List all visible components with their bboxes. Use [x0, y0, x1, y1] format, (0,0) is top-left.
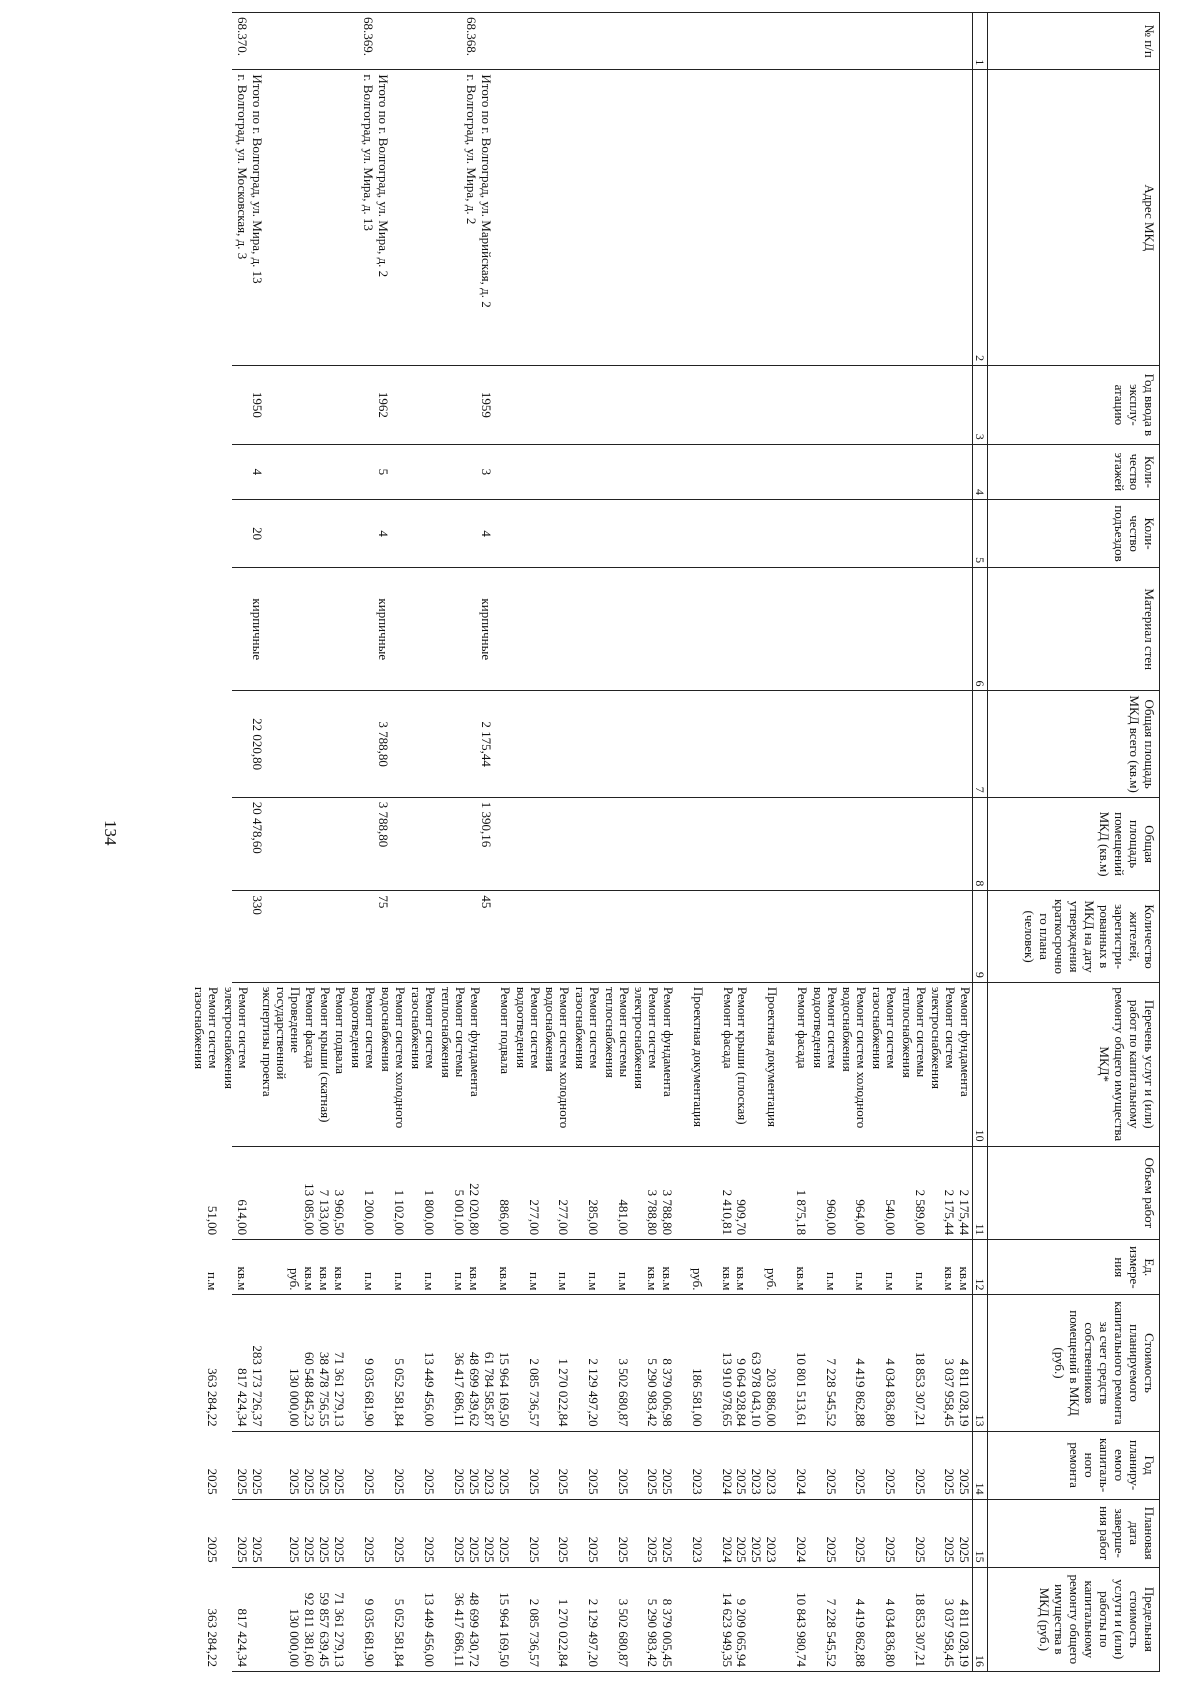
work-item: Ремонт системы теплоснабжения [439, 986, 468, 1078]
work-volume: 909,70 [734, 1199, 749, 1236]
unit: кв.м [942, 1266, 957, 1291]
cost: 10 801 513,61 [794, 1351, 809, 1427]
completion-date: 2025 [749, 1536, 764, 1563]
cost: 1 270 022,84 [556, 1358, 571, 1427]
unit: кв.м [497, 1266, 512, 1291]
work-item: Ремонт систем электроснабжения [929, 986, 958, 1089]
work-item: Ремонт систем электроснабжения [632, 986, 661, 1089]
repair-year: 2025 [853, 1468, 868, 1495]
column-number: 10 [973, 982, 988, 1146]
page-number: 134 [101, 820, 120, 846]
cost: 2 085 736,57 [527, 1358, 542, 1427]
repair-year: 2023 [749, 1468, 764, 1495]
column-number: 16 [973, 1567, 988, 1671]
work-item: Ремонт систем холодного водоснабжения [543, 986, 572, 1129]
work-item: Ремонт фасада [303, 986, 318, 1069]
repair-year: 2025 [287, 1468, 302, 1495]
limit-cost: 48 699 430,72 [467, 1592, 482, 1667]
completion-date: 2025 [467, 1536, 482, 1563]
column-number: 2 [973, 70, 988, 366]
repair-year: 2025 [883, 1468, 898, 1495]
header-unit: Ед. измере-ния [988, 1240, 1160, 1295]
limit-cost: 8 379 005,45 [660, 1598, 675, 1667]
column-number: 6 [973, 568, 988, 691]
completion-date: 2025 [824, 1536, 839, 1563]
work-volume: 540,00 [883, 1199, 898, 1236]
unit: кв.м [302, 1266, 317, 1291]
column-number: 9 [973, 891, 988, 982]
work-item: Ремонт систем холодного водоснабжения [840, 986, 869, 1129]
cost: 5 052 581,84 [392, 1358, 407, 1427]
header-num: № п/п [988, 13, 1160, 70]
limit-cost: 2 129 497,20 [586, 1598, 601, 1667]
work-item: Ремонт систем газоснабжения [573, 986, 602, 1070]
cost: 4 811 028,19 [957, 1358, 972, 1427]
work-item: Ремонт системы теплоснабжения [603, 986, 632, 1078]
work-volume: 2 589,00 [913, 1189, 928, 1236]
header-year-built: Год ввода в эксплу-атацию [988, 366, 1160, 445]
limit-cost: 363 284,22 [205, 1608, 220, 1667]
unit: кв.м [332, 1266, 347, 1291]
year-built: 1959 [479, 391, 494, 418]
column-number: 8 [973, 797, 988, 891]
limit-cost: 14 623 949,35 [720, 1592, 735, 1667]
limit-cost: 2 085 736,57 [527, 1598, 542, 1667]
completion-date: 2025 [883, 1536, 898, 1563]
completion-date: 2025 [452, 1536, 467, 1563]
limit-cost: 10 843 980,74 [794, 1592, 809, 1667]
limit-cost: 15 964 169,50 [497, 1592, 512, 1667]
limit-cost: 9 209 065,94 [734, 1598, 749, 1667]
repair-year: 2025 [422, 1468, 437, 1495]
limit-cost: 71 361 279,13 [332, 1592, 347, 1667]
work-volume: 22 020,80 [467, 1183, 482, 1236]
limit-cost: 18 853 307,21 [913, 1592, 928, 1667]
repair-year: 2023 [764, 1468, 779, 1495]
unit: п.м [527, 1272, 542, 1291]
residents: 75 [376, 895, 391, 909]
address: г. Волгоград, ул. Мира, д. 2 [464, 74, 479, 225]
cost: 186 581,00 [690, 1368, 705, 1427]
repair-year: 2025 [957, 1468, 972, 1495]
unit: руб. [764, 1267, 779, 1291]
work-item: Ремонт систем водоотведения [514, 986, 543, 1069]
completion-date: 2025 [942, 1536, 957, 1563]
cost: 13 449 456,00 [422, 1351, 437, 1427]
repair-year: 2023 [690, 1468, 705, 1495]
work-volume: 7 133,00 [317, 1189, 332, 1236]
unit: кв.м [235, 1266, 250, 1291]
column-number: 7 [973, 691, 988, 797]
repair-year: 2025 [302, 1468, 317, 1495]
cost: 36 417 686,11 [452, 1352, 467, 1427]
work-item: Проектная документация [691, 986, 706, 1127]
repair-year: 2025 [660, 1468, 675, 1495]
premises-area: 20 478,60 [250, 801, 265, 854]
work-item: Ремонт подвала [333, 986, 348, 1075]
column-number: 11 [973, 1146, 988, 1240]
repair-year: 2025 [392, 1468, 407, 1495]
column-number: 15 [973, 1499, 988, 1567]
unit: кв.м [720, 1266, 735, 1291]
repair-year: 2025 [235, 1468, 250, 1495]
year-built: 1962 [376, 391, 391, 418]
repair-year: 2025 [824, 1468, 839, 1495]
cost: 817 424,34 [235, 1368, 250, 1427]
header-residents: Количество жителей, зарегистри-рованных в МКД на дату утверждения краткосрочно го плана (человек) [988, 891, 1160, 982]
repair-year: 2025 [645, 1468, 660, 1495]
unit: кв.м [794, 1266, 809, 1291]
wall-material: кирпичные [376, 598, 391, 661]
work-item: Ремонт фундамента [468, 986, 483, 1097]
completion-date: 2025 [392, 1536, 407, 1563]
unit: п.м [883, 1272, 898, 1291]
limit-cost: 7 228 545,52 [824, 1598, 839, 1667]
completion-date: 2023 [690, 1536, 705, 1563]
header-cost: Стоимость планируемого капитального ремонта за счет средств собственников помещений в МКД (руб.) [988, 1295, 1160, 1431]
cost: 15 964 169,50 [497, 1351, 512, 1427]
unit: руб. [690, 1267, 705, 1291]
completion-date: 2025 [497, 1536, 512, 1563]
cost: 3 502 680,87 [616, 1358, 631, 1427]
work-volume: 3 960,50 [332, 1189, 347, 1236]
column-number: 5 [973, 500, 988, 568]
cost: 2 129 497,20 [586, 1358, 601, 1427]
repair-year: 2025 [942, 1468, 957, 1495]
work-item: Ремонт фундамента [661, 986, 676, 1097]
wall-material: кирпичные [479, 598, 494, 661]
completion-date: 2025 [422, 1536, 437, 1563]
completion-date: 2025 [317, 1536, 332, 1563]
floors: 3 [479, 468, 494, 476]
premises-area: 1 390,16 [479, 801, 494, 848]
completion-date: 2025 [362, 1536, 377, 1563]
repair-year: 2025 [467, 1468, 482, 1495]
column-number: 13 [973, 1295, 988, 1431]
cost: 71 361 279,13 [332, 1351, 347, 1427]
work-volume: 277,00 [527, 1199, 542, 1236]
completion-date: 2025 [616, 1536, 631, 1563]
unit: п.м [616, 1272, 631, 1291]
cost: 18 853 307,21 [913, 1351, 928, 1427]
repair-year: 2025 [556, 1468, 571, 1495]
column-numbers-row [973, 13, 988, 1672]
address: г. Волгоград, ул. Московская, д. 3 [235, 74, 250, 260]
completion-date: 2025 [482, 1536, 497, 1563]
work-volume: 13 085,00 [302, 1183, 317, 1236]
work-item: Проектная документация [765, 986, 780, 1127]
repair-year: 2025 [452, 1468, 467, 1495]
limit-cost: 4 419 862,88 [853, 1598, 868, 1667]
repair-year: 2024 [794, 1468, 809, 1495]
address: г. Волгоград, ул. Мира, д. 13 [361, 74, 376, 231]
unit: кв.м [660, 1266, 675, 1291]
premises-area: 3 788,80 [376, 801, 391, 848]
column-number: 1 [973, 13, 988, 70]
header-premises-area: Общая площадь помещений МКД (кв.м) [988, 797, 1160, 891]
header-entrances: Коли-чество подъездов [988, 500, 1160, 568]
limit-cost: 3 037 958,45 [942, 1598, 957, 1667]
limit-cost: 92 811 381,60 [302, 1592, 317, 1667]
work-item: Ремонт крыши (скатная) [318, 986, 333, 1123]
completion-date: 2025 [235, 1536, 250, 1563]
column-number: 3 [973, 366, 988, 445]
repair-year: 2025 [616, 1468, 631, 1495]
completion-date: 2025 [913, 1536, 928, 1563]
work-volume: 614,00 [235, 1199, 250, 1236]
header-completion-date: Плановая дата заверше-ния работ [988, 1499, 1160, 1567]
completion-date: 2025 [957, 1536, 972, 1563]
cost: 8 379 006,98 [660, 1358, 675, 1427]
repair-year: 2025 [527, 1468, 542, 1495]
row-number: 68.368. [464, 17, 479, 56]
limit-cost: 4 034 836,80 [883, 1598, 898, 1667]
limit-cost: 4 811 028,19 [957, 1599, 972, 1667]
repair-year: 2025 [250, 1468, 265, 1495]
unit: руб. [287, 1267, 302, 1291]
row-number: 68.370. [235, 17, 250, 56]
repair-year: 2025 [317, 1468, 332, 1495]
unit: п.м [452, 1272, 467, 1291]
cost: 4 034 836,80 [883, 1358, 898, 1427]
completion-date: 2024 [794, 1536, 809, 1563]
repair-year: 2025 [497, 1468, 512, 1495]
header-total-area: Общая площадь МКД всего (кв.м) [988, 691, 1160, 797]
work-item: Ремонт систем водоотведения [349, 986, 378, 1069]
work-item: Ремонт фундамента [958, 986, 973, 1097]
completion-date: 2025 [250, 1536, 265, 1563]
completion-date: 2025 [527, 1536, 542, 1563]
cost: 9 064 928,84 [734, 1358, 749, 1427]
completion-date: 2025 [853, 1536, 868, 1563]
repair-year: 2025 [362, 1468, 377, 1495]
wall-material: кирпичные [250, 598, 265, 661]
cost: 3 037 958,45 [942, 1358, 957, 1427]
work-item: Ремонт крыши (плоская) [735, 986, 750, 1125]
completion-date: 2025 [287, 1536, 302, 1563]
work-volume: 5 001,00 [452, 1189, 467, 1236]
limit-cost: 5 052 581,84 [392, 1598, 407, 1667]
cost-total: 61 784 585,87 [482, 1351, 497, 1427]
work-volume: 3 788,80 [645, 1189, 660, 1236]
work-volume: 964,00 [853, 1199, 868, 1236]
limit-cost: 36 417 686,11 [452, 1592, 467, 1667]
column-number: 4 [973, 444, 988, 499]
work-volume: 960,00 [824, 1199, 839, 1236]
work-volume: 481,00 [616, 1199, 631, 1236]
work-volume: 2 175,44 [942, 1189, 957, 1236]
work-volume: 2 410,81 [720, 1189, 735, 1236]
work-item: Ремонт систем холодного водоснабжения [379, 986, 408, 1129]
cost: 4 419 862,88 [853, 1358, 868, 1427]
total-area: 22 020,80 [250, 718, 265, 771]
cost: 38 478 756,55 [317, 1351, 332, 1427]
entrances: 20 [250, 527, 265, 541]
work-volume: 51,00 [205, 1205, 220, 1236]
unit: кв.м [317, 1266, 332, 1291]
unit: п.м [362, 1272, 377, 1291]
cost: 13 910 978,65 [720, 1351, 735, 1427]
floors: 4 [250, 468, 265, 476]
cost: 9 035 681,90 [362, 1358, 377, 1427]
unit: п.м [853, 1272, 868, 1291]
column-number: 14 [973, 1431, 988, 1499]
unit: п.м [913, 1272, 928, 1291]
unit: кв.м [467, 1266, 482, 1291]
unit: п.м [556, 1272, 571, 1291]
unit: п.м [422, 1272, 437, 1291]
entrances: 4 [479, 530, 494, 537]
unit: п.м [392, 1272, 407, 1291]
completion-date: 2025 [205, 1536, 220, 1563]
year-built: 1950 [250, 391, 265, 418]
cost: 60 548 845,23 [302, 1351, 317, 1427]
completion-date: 2024 [720, 1536, 735, 1563]
repair-year: 2025 [586, 1468, 601, 1495]
work-item: Ремонт системы теплоснабжения [900, 986, 929, 1078]
unit: кв.м [645, 1266, 660, 1291]
completion-date: 2025 [660, 1536, 675, 1563]
limit-cost: 5 290 983,42 [645, 1598, 660, 1667]
address-total: Итого по г. Волгоград, ул. Мира, д. 2 [376, 74, 391, 278]
limit-cost: 9 035 681,90 [362, 1598, 377, 1667]
address-total: Итого по г. Волгоград, ул. Мира, д. 13 [250, 74, 265, 284]
cost: 5 290 983,42 [645, 1358, 660, 1427]
row-number: 68.369. [361, 17, 376, 56]
work-item: Ремонт подвала [498, 986, 513, 1075]
residents: 330 [250, 895, 265, 915]
repair-year: 2025 [332, 1468, 347, 1495]
residents: 45 [479, 895, 494, 909]
total-area: 3 788,80 [376, 721, 391, 767]
completion-date: 2025 [332, 1536, 347, 1563]
work-volume: 1 800,00 [422, 1189, 437, 1236]
work-volume: 1 102,00 [392, 1189, 407, 1236]
unit: кв.м [734, 1266, 749, 1291]
completion-date: 2025 [645, 1536, 660, 1563]
header-address: Адрес МКД [988, 70, 1160, 366]
work-item: Проведение государственной экспертизы проекта [260, 986, 303, 1097]
completion-date: 2025 [302, 1536, 317, 1563]
limit-cost: 817 424,34 [235, 1608, 250, 1667]
completion-date: 2023 [764, 1536, 779, 1563]
work-volume: 2 175,44 [957, 1189, 972, 1236]
unit: п.м [824, 1272, 839, 1291]
completion-date: 2025 [556, 1536, 571, 1563]
work-volume: 277,00 [556, 1199, 571, 1236]
repair-year: 2025 [913, 1468, 928, 1495]
total-area: 2 175,44 [479, 721, 494, 767]
header-works: Перечень услуг и (или) работ по капитальному ремонту общего имущества МКД* [988, 982, 1160, 1146]
header-limit-cost: Предельная стоимость услуги и (или) работы по капитальному ремонту общего имущества в МКД (руб.) [988, 1567, 1160, 1671]
work-item: Ремонт систем электроснабжения [222, 986, 251, 1089]
work-item: Ремонт систем газоснабжения [192, 986, 221, 1070]
work-item: Ремонт фасада [721, 986, 736, 1069]
unit: кв.м [957, 1266, 972, 1291]
header-repair-year: Год планиру-емого капиталь-ного ремонта [988, 1431, 1160, 1499]
unit: п.м [205, 1272, 220, 1291]
address-total: Итого по г. Волгоград, ул. Марийская, д. 2 [479, 74, 494, 308]
completion-date: 2025 [586, 1536, 601, 1563]
work-item: Ремонт фасада [795, 986, 810, 1069]
cost: 7 228 545,52 [824, 1358, 839, 1427]
limit-cost: 1 270 022,84 [556, 1598, 571, 1667]
repair-plan-table [192, 12, 1160, 1672]
header-volume: Объем работ [988, 1146, 1160, 1240]
floors: 5 [376, 468, 391, 476]
repair-year: 2025 [205, 1468, 220, 1495]
repair-year: 2023 [482, 1468, 497, 1495]
work-volume: 1 200,00 [362, 1189, 377, 1236]
cost: 363 284,22 [205, 1368, 220, 1427]
repair-year: 2024 [720, 1468, 735, 1495]
cost-total: 283 173 726,37 [250, 1345, 265, 1427]
column-number: 12 [973, 1240, 988, 1295]
work-item: Ремонт систем водоотведения [811, 986, 840, 1069]
limit-cost: 59 857 639,45 [317, 1592, 332, 1667]
cost-total: 63 978 043,10 [749, 1351, 764, 1427]
work-volume: 285,00 [586, 1199, 601, 1236]
limit-cost: 130 000,00 [287, 1608, 302, 1667]
cost: 203 886,00 [764, 1368, 779, 1427]
repair-year: 2025 [734, 1468, 749, 1495]
unit: п.м [586, 1272, 601, 1291]
header-wall-material: Материал стен [988, 568, 1160, 691]
work-volume: 1 875,18 [794, 1189, 809, 1236]
limit-cost: 3 502 680,87 [616, 1598, 631, 1667]
work-volume: 886,00 [497, 1199, 512, 1236]
cost: 130 000,00 [287, 1368, 302, 1427]
work-volume: 3 788,80 [660, 1189, 675, 1236]
completion-date: 2025 [734, 1536, 749, 1563]
limit-cost: 13 449 456,00 [422, 1592, 437, 1667]
header-floors: Коли-чество этажей [988, 444, 1160, 499]
cost: 48 699 439,62 [467, 1351, 482, 1427]
entrances: 4 [376, 530, 391, 537]
work-item: Ремонт систем газоснабжения [870, 986, 899, 1070]
work-item: Ремонт систем газоснабжения [409, 986, 438, 1070]
